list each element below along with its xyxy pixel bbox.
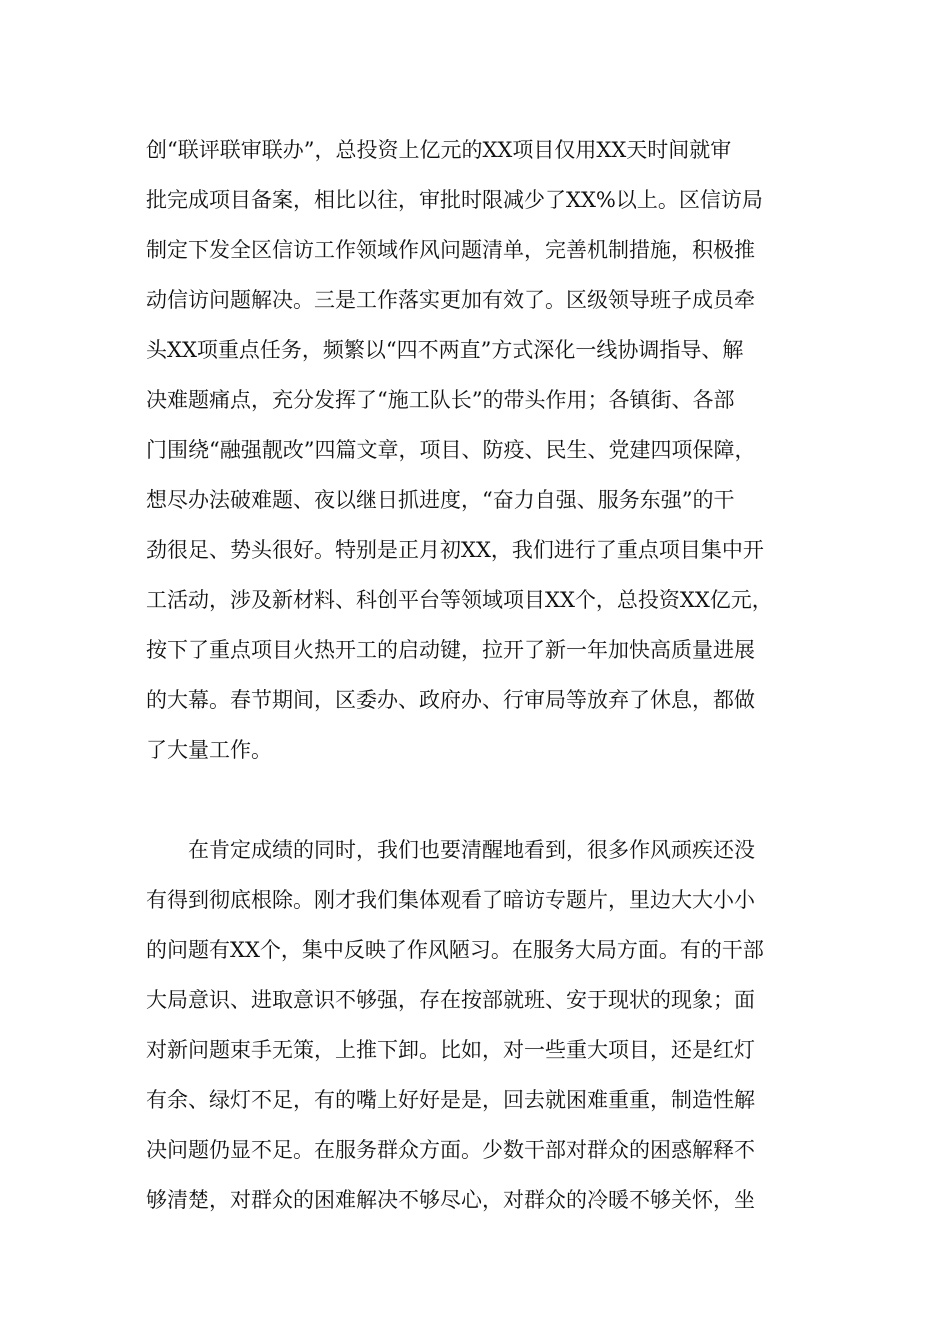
paragraph-2-line-6: 有余、绿灯不足，有的嘴上好好是是，回去就困难重重，制造性解 [146,1088,755,1112]
paragraph-1-line-9: 劲很足、势头很好。特别是正月初XX，我们进行了重点项目集中开 [146,538,764,562]
paragraph-1-line-1: 创“联评联审联办”，总投资上亿元的XX项目仅用XX天时间就审 [146,138,732,162]
paragraph-2-line-8: 够清楚，对群众的困难解决不够尽心，对群众的冷暖不够关怀，坐 [146,1188,755,1212]
paragraph-1-line-11: 按下了重点项目火热开工的启动键，拉开了新一年加快高质量进展 [146,638,755,662]
paragraph-1-line-10: 工活动，涉及新材料、科创平台等领域项目XX个，总投资XX亿元， [146,588,773,612]
paragraph-2-line-4: 大局意识、进取意识不够强，存在按部就班、安于现状的现象；面 [146,988,755,1012]
paragraph-1-line-12: 的大幕。春节期间，区委办、政府办、行审局等放弃了休息，都做 [146,688,755,712]
paragraph-2-line-1: 在肯定成绩的同时，我们也要清醒地看到，很多作风顽疾还没 [188,838,755,862]
paragraph-1-line-5: 头XX项重点任务，频繁以“四不两直”方式深化一线协调指导、解 [146,338,744,362]
paragraph-1-line-2: 批完成项目备案，相比以往，审批时限减少了XX%以上。区信访局 [146,188,763,212]
paragraph-1-line-7: 门围绕“融强靓改”四篇文章，项目、防疫、民生、党建四项保障， [146,438,756,462]
paragraph-2-line-3: 的问题有XX个，集中反映了作风陋习。在服务大局方面。有的干部 [146,938,764,962]
paragraph-1-line-8: 想尽办法破难题、夜以继日抓进度，“奋力自强、服务东强”的干 [146,488,735,512]
paragraph-2-line-7: 决问题仍显不足。在服务群众方面。少数干部对群众的困惑解释不 [146,1138,755,1162]
paragraph-1-line-4: 动信访问题解决。三是工作落实更加有效了。区级领导班子成员牵 [146,288,755,312]
paragraph-1-line-6: 决难题痛点，充分发挥了“施工队长”的带头作用；各镇街、各部 [146,388,735,412]
paragraph-1-line-13: 了大量工作。 [146,738,272,762]
paragraph-2-line-5: 对新问题束手无策，上推下卸。比如，对一些重大项目，还是红灯 [146,1038,755,1062]
paragraph-1-line-3: 制定下发全区信访工作领域作风问题清单，完善机制措施，积极推 [146,238,755,262]
paragraph-2-line-2: 有得到彻底根除。刚才我们集体观看了暗访专题片，里边大大小小 [146,888,755,912]
